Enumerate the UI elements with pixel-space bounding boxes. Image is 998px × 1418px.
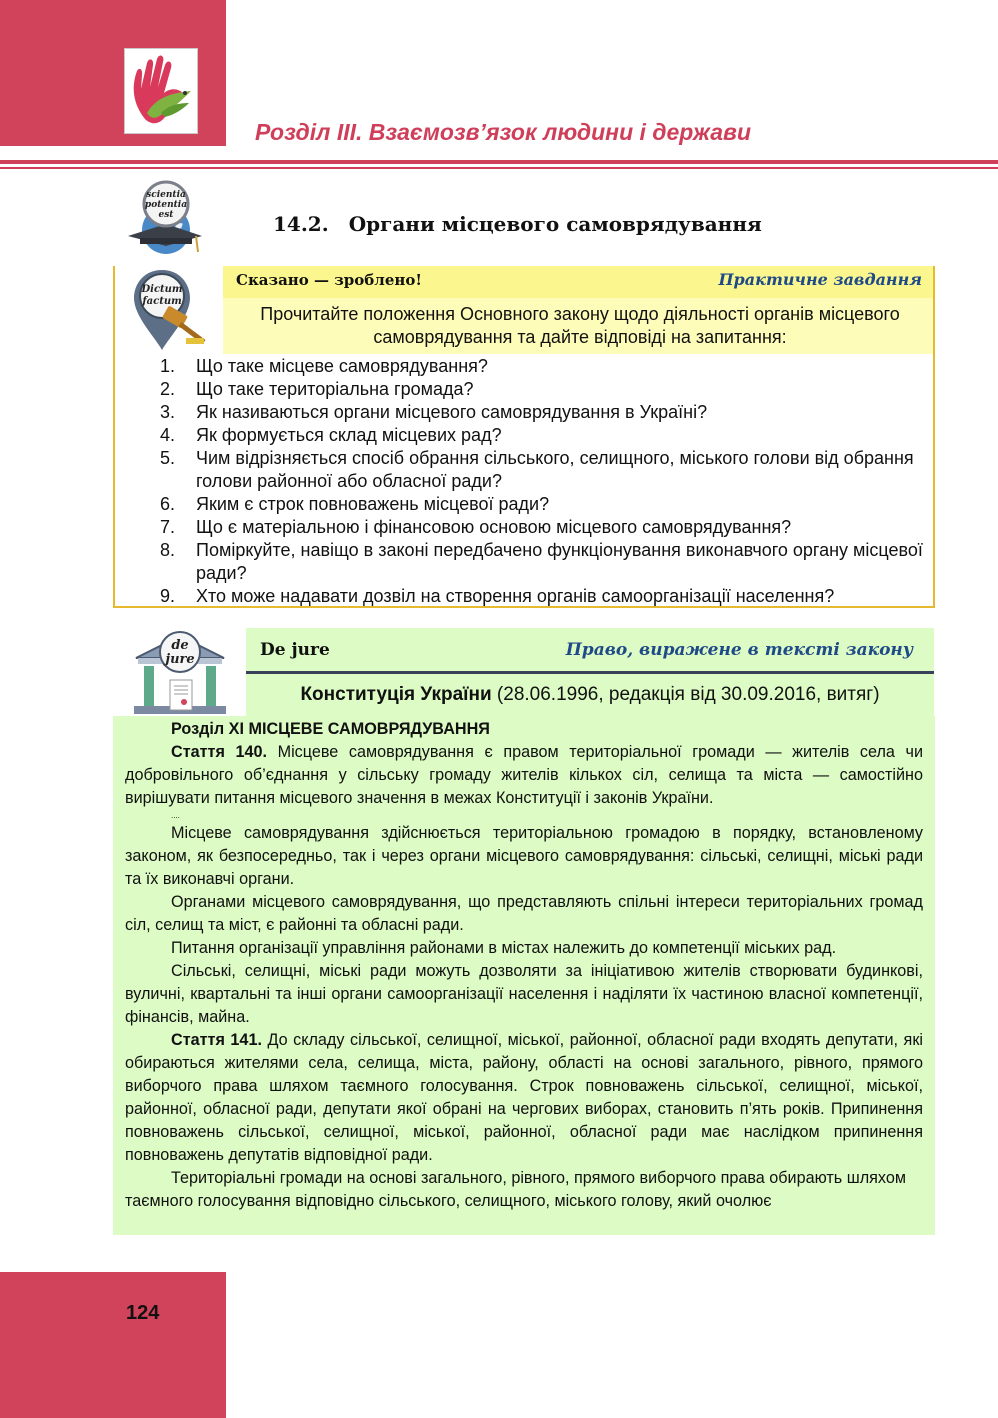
task-label-left: Сказано — зроблено!	[236, 271, 422, 289]
dejure-icon-text: de	[171, 638, 189, 653]
section-title: Розділ ІІІ. Взаємозв’язок людини і держави	[255, 119, 751, 145]
dejure-label-right: Право, виражене в тексті закону	[565, 640, 913, 660]
question-item	[150, 516, 930, 539]
footer-color-block	[0, 1272, 226, 1418]
dejure-icon-text: jure	[165, 652, 195, 667]
constitution-title-line	[246, 684, 934, 706]
question-item	[150, 378, 930, 401]
law-paragraph: Сільські, селищні, міські ради можуть дозволяти за ініціативою жителів створювати будинкові, вуличні, квартальні та інші органи самоорганізації населення і наділяти їх частиною власної компетенції, фінансів, майна.	[125, 962, 923, 1026]
dejure-divider	[246, 671, 934, 674]
question-item	[150, 355, 930, 378]
task-icon-text: factum	[142, 296, 182, 307]
question-text: Яким є строк повноважень місцевої ради?	[196, 494, 550, 514]
task-icon-text: Dictum	[141, 284, 183, 295]
globe-graduation-cap-icon	[126, 180, 204, 264]
topic-icon-text: potentia	[144, 200, 188, 210]
question-list	[150, 355, 930, 608]
question-item	[150, 585, 930, 608]
constitution-title: Конституція України	[300, 684, 492, 705]
question-number: 7.	[160, 517, 176, 537]
task-intro-text: Прочитайте положення Основного закону щодо діяльності органів місцевого самоврядування та дайте відповіді на запитання:	[260, 304, 900, 347]
law-article-140	[125, 741, 923, 810]
article-label: Стаття 141.	[171, 1031, 262, 1049]
question-text: Що є матеріальною і фінансовою основою місцевого самоврядування?	[196, 517, 792, 537]
topic-heading	[273, 212, 762, 236]
header-rule	[0, 160, 998, 164]
topic-icon-text: est	[158, 210, 174, 220]
question-text: Хто може надавати дозвіл на створення органів самоорганізації населення?	[196, 586, 835, 606]
question-item	[150, 401, 930, 424]
law-excerpt	[125, 718, 923, 1213]
question-number: 3.	[160, 402, 176, 422]
law-ellipsis: ....	[171, 811, 180, 820]
question-number: 8.	[160, 540, 176, 560]
page-number: 124	[126, 1302, 160, 1324]
article-text: Місцеве самоврядування є правом територіальної громади — жителів села чи добровільного об’єднання у сільську громаду жителів кількох сіл, селища та міста — самостійно вирішувати питання місцевого значення в межах Конституції і законів України.	[125, 743, 923, 807]
question-text: Чим відрізняється спосіб обрання сільського, селищного, міського голови від обрання голови районної або обласної ради?	[196, 448, 914, 491]
topic-title: Органи місцевого самоврядування	[348, 212, 762, 236]
question-item	[150, 493, 930, 516]
gavel-pin-icon	[130, 266, 210, 354]
law-paragraph: Територіальні громади на основі загального, рівного, прямого виборчого права обирають шляхом таємного голосування відповідно сільського, селищного, міського голову, який очолює	[125, 1169, 906, 1210]
task-label-right: Практичне завдання	[718, 270, 922, 289]
constitution-meta: (28.06.1996, редакція від 30.09.2016, витяг)	[491, 684, 880, 705]
question-number: 6.	[160, 494, 176, 514]
law-article-141	[125, 1029, 923, 1167]
article-text: До складу сільської, селищної, міської, районної, обласної ради входять депутати, які обираються жителями села, селища, міста, району, області на основі загального, рівного, прямого виборчого права шляхом таємного голосування. Строк повноважень сільської, селищної, міської, районної, обласної ради, депутати якої обрані на чергових виборах, становить п’ять років. Припинення повноважень сільської, селищної, міської, районної, обласної ради має наслідком припинення повноважень депутатів відповідної ради.	[125, 1031, 923, 1164]
hand-bird-icon	[124, 48, 198, 134]
question-text: Що таке місцеве самоврядування?	[196, 356, 488, 376]
topic-icon-text: scientia	[146, 190, 186, 200]
courthouse-document-icon	[130, 628, 230, 716]
topic-number: 14.2.	[273, 212, 329, 236]
question-item	[150, 539, 930, 585]
question-item	[150, 447, 930, 493]
question-text: Що таке територіальна громада?	[196, 379, 474, 399]
question-text: Як називаються органи місцевого самоврядування в Україні?	[196, 402, 708, 422]
question-text: Як формується склад місцевих рад?	[196, 425, 502, 445]
dejure-label-left: De jure	[260, 640, 330, 660]
question-number: 2.	[160, 379, 176, 399]
question-number: 9.	[160, 586, 176, 606]
header-rule-thin	[0, 167, 998, 169]
question-number: 5.	[160, 448, 176, 468]
law-paragraph: Місцеве самоврядування здійснюється територіальною громадою в порядку, встановленому законом, як безпосередньо, так і через органи місцевого самоврядування: сільські, селищні, міські ради та їх виконавчі органи.	[125, 824, 923, 888]
question-text: Поміркуйте, навіщо в законі передбачено функціонування виконавчого органу місцевої ради?	[196, 540, 923, 583]
article-label: Стаття 140.	[171, 743, 268, 761]
law-paragraph: Органами місцевого самоврядування, що представляють спільні інтереси територіальних громад сіл, селищ та міст, є районні та обласні ради.	[125, 893, 923, 934]
question-number: 1.	[160, 356, 176, 376]
law-paragraph: Питання організації управління районами в містах належить до компетенції міських рад.	[171, 939, 837, 957]
question-item	[150, 424, 930, 447]
law-section-heading: Розділ XI МІСЦЕВЕ САМОВРЯДУВАННЯ	[171, 720, 490, 738]
question-number: 4.	[160, 425, 176, 445]
